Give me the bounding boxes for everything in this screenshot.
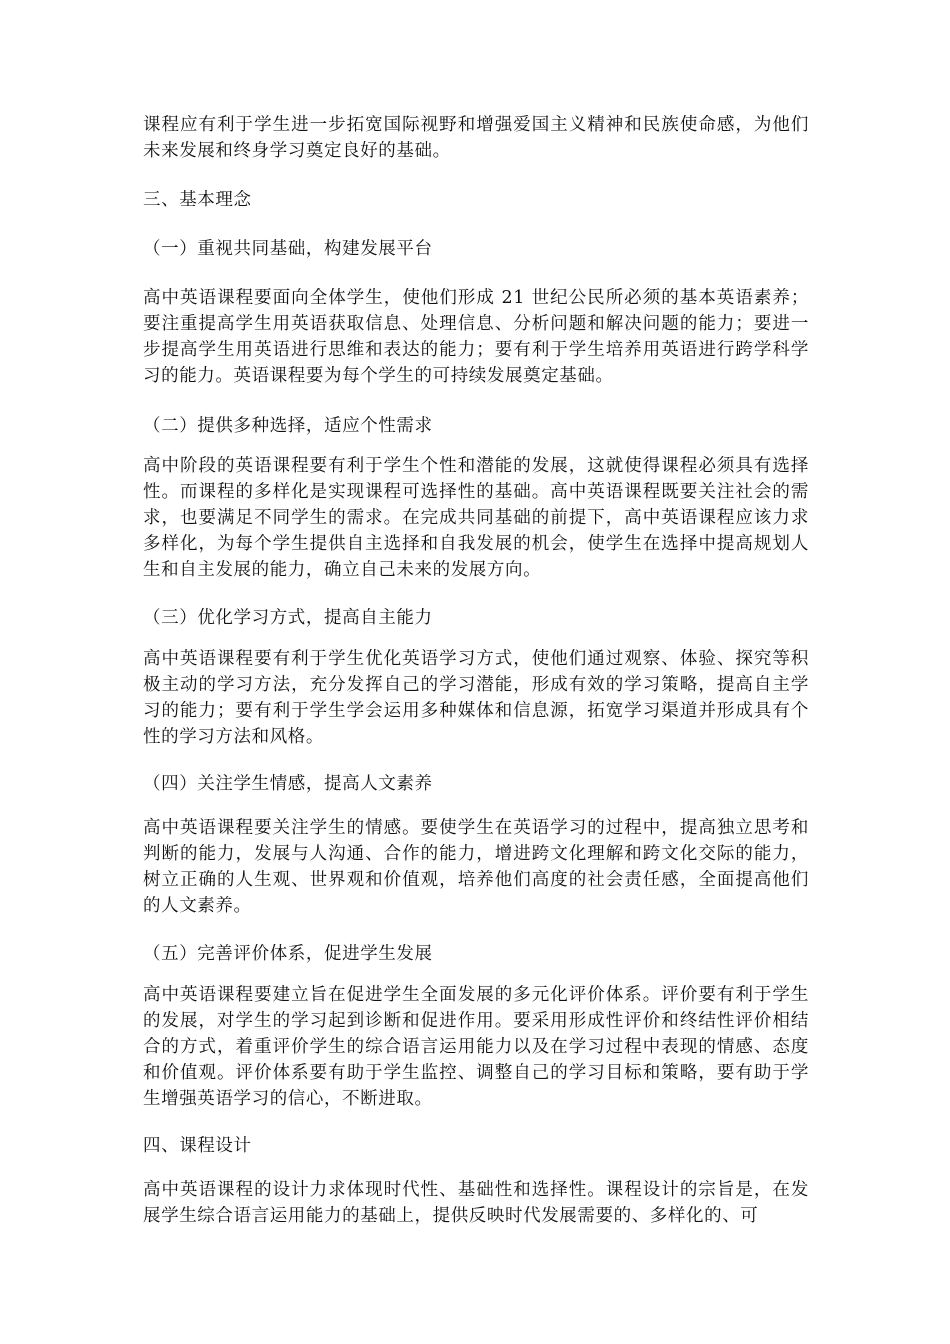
paragraph-diverse-choices: 高中阶段的英语课程要有利于学生个性和潜能的发展，这就使得课程必须具有选择性。而课程的多样化是实现课程可选择性的基础。高中英语课程既要关注社会的需求，也要满足不同学生的需求。在完成共同基础的前提下，高中英语课程应该力求多样化，为每个学生提供自主选择和自我发展的机会，使学生在选择中提高规划人生和自主发展的能力，确立自己未来的发展方向。 [143,456,809,580]
subheading-learning-methods: （三）优化学习方式，提高自主能力 [143,608,433,628]
subheading-evaluation-system: （五）完善评价体系，促进学生发展 [143,944,433,964]
subheading-common-foundation: （一）重视共同基础，构建发展平台 [143,239,433,259]
paragraph-common-foundation: 高中英语课程要面向全体学生，使他们形成 21 世纪公民所必须的基本英语素养；要注重提高学生用英语获取信息、处理信息、分析问题和解决问题的能力；要进一步提高学生用英语进行思维和表达的能力；要有利于学生培养用英语进行跨学科学习的能力。英语课程要为每个学生的可持续发展奠定基础。 [143,288,809,386]
section-heading-course-design: 四、课程设计 [143,1136,252,1156]
subheading-student-emotion: （四）关注学生情感，提高人文素养 [143,774,433,794]
section-heading-basic-concepts: 三、基本理念 [143,190,252,210]
paragraph-evaluation-system: 高中英语课程要建立旨在促进学生全面发展的多元化评价体系。评价要有利于学生的发展，对学生的学习起到诊断和促进作用。要采用形成性评价和终结性评价相结合的方式，着重评价学生的综合语言运用能力以及在学习过程中表现的情感、态度和价值观。评价体系要有助于学生监控、调整自己的学习目标和策略，要有助于学生增强英语学习的信心，不断进取。 [143,985,809,1109]
paragraph-course-design: 高中英语课程的设计力求体现时代性、基础性和选择性。课程设计的宗旨是，在发展学生综合语言运用能力的基础上，提供反映时代发展需要的、多样化的、可 [143,1180,809,1226]
subheading-diverse-choices: （二）提供多种选择，适应个性需求 [143,416,433,436]
paragraph-student-emotion: 高中英语课程要关注学生的情感。要使学生在英语学习的过程中，提高独立思考和判断的能力，发展与人沟通、合作的能力，增进跨文化理解和跨文化交际的能力，树立正确的人生观、世界观和价值观，培养他们高度的社会责任感，全面提高他们的人文素养。 [143,818,809,916]
paragraph-learning-methods: 高中英语课程要有利于学生优化英语学习方式，使他们通过观察、体验、探究等积极主动的学习方法，充分发挥自己的学习潜能，形成有效的学习策略，提高自主学习的能力；要有利于学生学会运用多种媒体和信息源，拓宽学习渠道并形成具有个性的学习方法和风格。 [143,649,809,747]
paragraph-intro: 课程应有利于学生进一步拓宽国际视野和增强爱国主义精神和民族使命感，为他们未来发展和终身学习奠定良好的基础。 [143,115,809,161]
